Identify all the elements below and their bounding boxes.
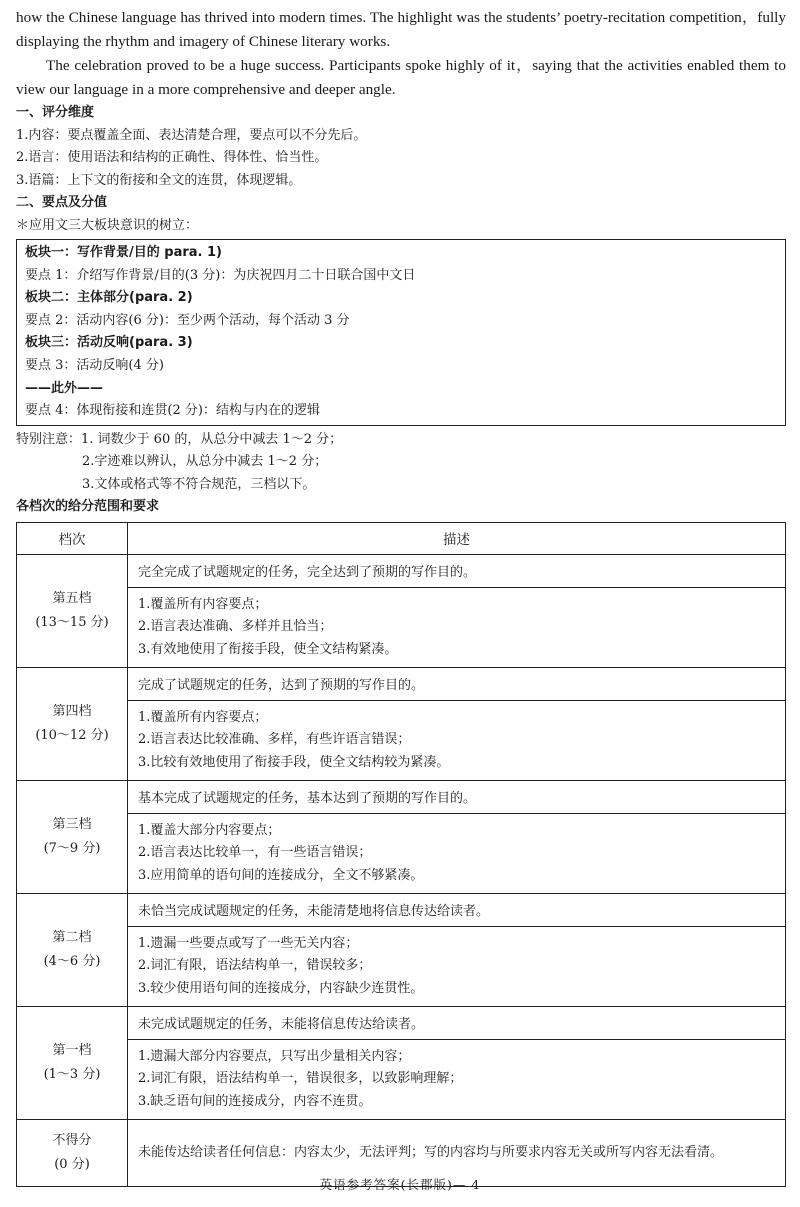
block1-item: 要点 1：介绍写作背景/目的(3 分)：为庆祝四月二十日联合国中文日 [25, 267, 416, 283]
block2-title: 板块二：主体部分(para. 2) [25, 290, 193, 306]
tier-level [17, 667, 128, 780]
tier-detail: 1.覆盖所有内容要点； [138, 596, 268, 612]
tier-detail: 3.应用简单的语句间的连接成分，全文不够紧凑。 [138, 867, 424, 883]
intro-paragraph-1: how the Chinese language has thrived into modern times. The highlight was the students’ poetry-recitation competition，fully displaying the rhythm and imagery of Chinese literary works. [16, 9, 786, 50]
tier-general: 未完成试题规定的任务，未能将信息传达给读者。 [128, 1006, 786, 1039]
col-desc-header: 描述 [128, 522, 786, 554]
grading-heading: 各档次的给分范围和要求 [16, 499, 160, 515]
zero-tier-desc: 未能传达给读者任何信息：内容太少，无法评判；写的内容均与所要求内容无关或所写内容无法看清。 [128, 1119, 786, 1186]
dimension-item: 2.语言：使用语法和结构的正确性、得体性、恰当性。 [16, 150, 328, 165]
table-header-row [17, 522, 786, 554]
block3-item: 要点 3：活动反响(4 分) [25, 357, 164, 373]
tier-details [128, 1039, 786, 1119]
tier-general: 基本完成了试题规定的任务，基本达到了预期的写作目的。 [128, 780, 786, 813]
tier-name: 第四档 [52, 703, 92, 719]
grading-table [16, 522, 786, 1187]
special-notes-label: 特别注意： [16, 431, 82, 447]
tier-detail: 1.覆盖所有内容要点； [138, 709, 268, 725]
scoring-dimensions-heading: 一、评分维度 [16, 105, 95, 120]
tier-detail: 1.遗漏大部分内容要点，只写出少量相关内容； [138, 1048, 411, 1064]
tier-range: (1～3 分) [43, 1066, 101, 1082]
tier-name: 第五档 [52, 590, 92, 606]
special-note-item: 3.文体或格式等不符合规范，三档以下。 [82, 476, 316, 492]
tier-general: 完全完成了试题规定的任务，完全达到了预期的写作目的。 [128, 554, 786, 587]
tier-level [17, 893, 128, 1006]
table-row [17, 813, 786, 893]
tier-range: (13～15 分) [35, 614, 109, 630]
block2-item: 要点 2：活动内容(6 分)：至少两个活动，每个活动 3 分 [25, 312, 350, 328]
tier-general: 完成了试题规定的任务，达到了预期的写作目的。 [128, 667, 786, 700]
tier-detail: 2.语言表达准确、多样并且恰当； [138, 619, 333, 634]
tier-detail: 3.比较有效地使用了衔接手段，使全文结构较为紧凑。 [138, 754, 450, 770]
special-note-item: 1. 词数少于 60 的，从总分中减去 1～2 分； [81, 431, 343, 447]
tier-detail: 2.词汇有限，语法结构单一，错误较多； [138, 958, 372, 973]
intro-paragraph-2: The celebration proved to be a huge success. Participants spoke highly of it，saying that the activities enabled them to view our language in a more comprehensive and deeper angle. [16, 57, 786, 98]
tier-detail: 1.覆盖大部分内容要点； [138, 822, 281, 838]
extra-title: ——此外—— [25, 380, 104, 396]
page-footer: 英语参考答案(长郡版)— 4 [319, 1177, 481, 1192]
tier-name: 第三档 [52, 816, 92, 832]
page [16, 6, 786, 1187]
table-row [17, 554, 786, 587]
table-row [17, 700, 786, 780]
tier-detail: 3.较少使用语句间的连接成分，内容缺少连贯性。 [138, 980, 424, 996]
tier-detail: 3.有效地使用了衔接手段，使全文结构紧凑。 [138, 641, 398, 657]
tier-detail: 2.语言表达比较准确、多样，有些许语言错误； [138, 732, 411, 747]
tier-details [128, 926, 786, 1006]
table-row [17, 667, 786, 700]
special-notes [16, 429, 786, 497]
tier-range: (10～12 分) [35, 727, 109, 743]
tier-range: (4～6 分) [43, 953, 101, 969]
tier-range: (7～9 分) [43, 840, 101, 856]
scoring-dimensions-list [16, 125, 786, 193]
dimension-item: 3.语篇：上下文的衔接和全文的连贯，体现逻辑。 [16, 172, 302, 188]
tier-level [17, 780, 128, 893]
tier-range: (0 分) [54, 1156, 90, 1172]
table-row [17, 780, 786, 813]
tier-details [128, 700, 786, 780]
special-note-first [16, 429, 786, 452]
tier-name: 不得分 [52, 1132, 92, 1148]
col-level-header: 档次 [17, 522, 128, 554]
extra-item: 要点 4：体现衔接和连贯(2 分)：结构与内在的逻辑 [25, 403, 320, 419]
block1-title: 板块一：写作背景/目的 para. 1) [25, 245, 222, 260]
tier-general: 未恰当完成试题规定的任务，未能清楚地将信息传达给读者。 [128, 893, 786, 926]
table-row [17, 1006, 786, 1039]
tier-detail: 3.缺乏语句间的连接成分，内容不连贯。 [138, 1093, 372, 1109]
tier-details [128, 813, 786, 893]
tier-detail: 1.遗漏一些要点或写了一些无关内容； [138, 935, 359, 951]
table-row [17, 1039, 786, 1119]
block3-title: 板块三：活动反响(para. 3) [25, 335, 193, 351]
tier-name: 第二档 [52, 929, 92, 945]
key-points-box [16, 239, 786, 426]
table-row [17, 893, 786, 926]
tier-level [17, 554, 128, 667]
tier-details [128, 587, 786, 667]
table-row [17, 587, 786, 667]
tier-name: 第一档 [52, 1042, 92, 1058]
table-row [17, 926, 786, 1006]
points-heading: 二、要点及分值 [16, 195, 108, 210]
intro-text [16, 6, 786, 102]
special-note-item: 2.字迹难以辨认，从总分中减去 1～2 分； [82, 454, 328, 470]
dimension-item: 1.内容：要点覆盖全面、表达清楚合理，要点可以不分先后。 [16, 127, 367, 143]
points-note: ＊应用文三大板块意识的树立： [16, 217, 199, 233]
tier-level [17, 1006, 128, 1119]
tier-detail: 2.词汇有限，语法结构单一，错误很多，以致影响理解； [138, 1071, 463, 1086]
tier-detail: 2.语言表达比较单一，有一些语言错误； [138, 845, 372, 860]
